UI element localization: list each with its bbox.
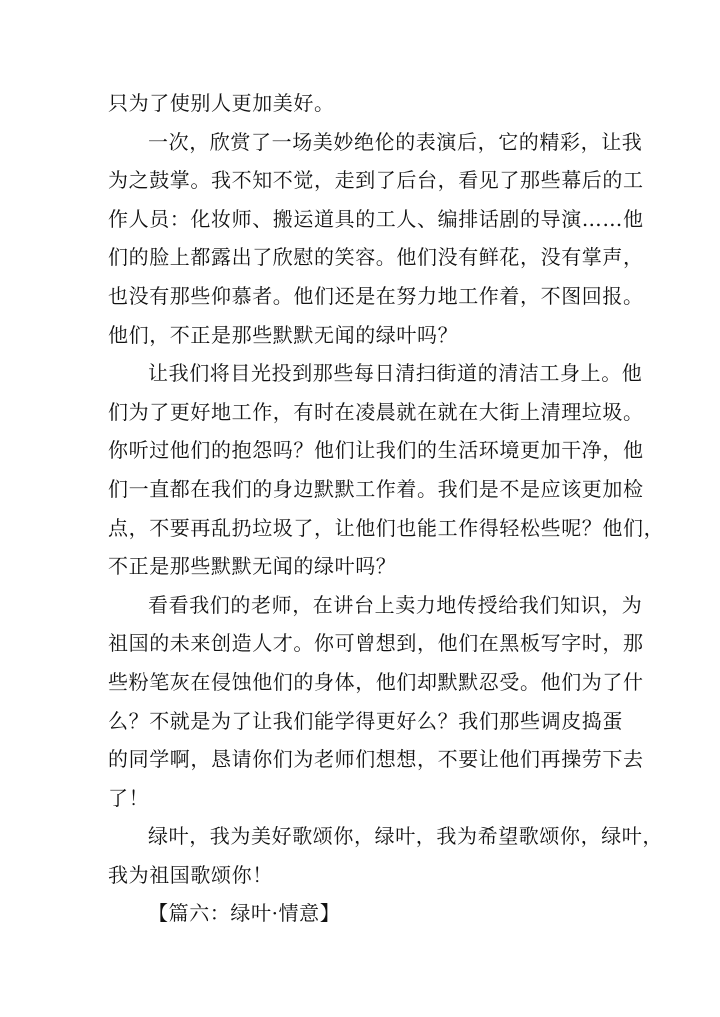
- paragraph-line: 我为祖国歌颂你！: [108, 862, 273, 887]
- paragraph-line: 看看我们的老师，在讲台上卖力地传授给我们知识，为: [148, 592, 643, 617]
- paragraph-line: 作人员：化妆师、搬运道具的工人、编排话剧的导演……他: [108, 206, 644, 231]
- paragraph-line: 也没有那些仰慕者。他们还是在努力地工作着，不图回报。: [108, 283, 644, 308]
- paragraph-line: 不正是那些默默无闻的绿叶吗？: [108, 554, 397, 579]
- paragraph-line: 让我们将目光投到那些每日清扫街道的清洁工身上。他: [148, 361, 643, 386]
- section-heading: 【篇六：绿叶·情意】: [148, 901, 341, 926]
- paragraph-line: 们为了更好地工作，有时在凌晨就在就在大街上清理垃圾。: [108, 399, 644, 424]
- paragraph-line: 祖国的未来创造人才。你可曾想到，他们在黑板写字时，那: [108, 631, 644, 656]
- paragraph-line: 么？不就是为了让我们能学得更好么？我们那些调皮捣蛋: [108, 708, 623, 733]
- paragraph-line: 只为了使别人更加美好。: [108, 91, 335, 115]
- paragraph-line: 一次，欣赏了一场美妙绝伦的表演后，它的精彩，让我: [148, 129, 643, 154]
- article-body: [108, 84, 665, 933]
- paragraph-line: 些粉笔灰在侵蚀他们的身体，他们却默默忍受。他们为了什: [108, 669, 644, 694]
- paragraph-line: 点，不要再乱扔垃圾了，让他们也能工作得轻松些呢？他们，: [108, 515, 665, 540]
- paragraph-line: 了！: [108, 785, 150, 810]
- paragraph-line: 绿叶，我为美好歌颂你，绿叶，我为希望歌颂你，绿叶，: [148, 824, 663, 849]
- paragraph-line: 们一直都在我们的身边默默工作着。我们是不是应该更加检: [108, 476, 644, 501]
- paragraph-line: 他们，不正是那些默默无闻的绿叶吗？: [108, 322, 459, 347]
- paragraph-line: 你听过他们的抱怨吗？他们让我们的生活环境更加干净，他: [108, 438, 644, 463]
- paragraph-line: 为之鼓掌。我不知不觉，走到了后台，看见了那些幕后的工: [108, 168, 644, 193]
- paragraph-line: 们的脸上都露出了欣慰的笑容。他们没有鲜花，没有掌声，: [108, 245, 644, 270]
- paragraph-line: 的同学啊，恳请你们为老师们想想，不要让他们再操劳下去: [108, 747, 644, 772]
